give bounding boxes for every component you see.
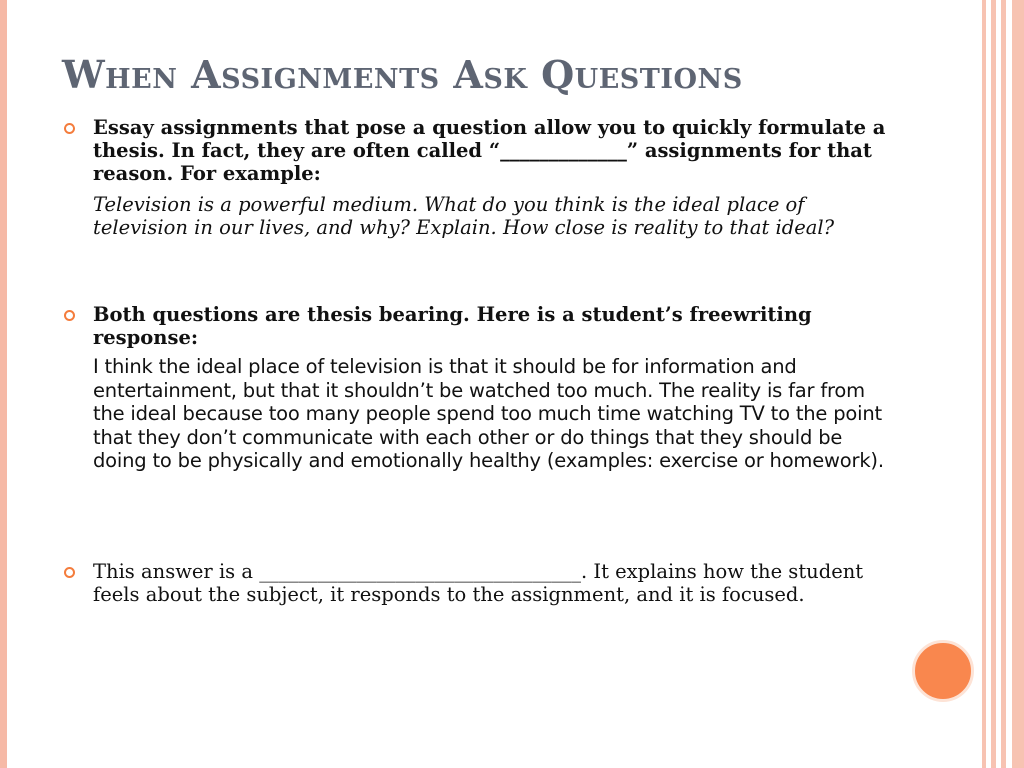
bullet-3-text: This answer is a _________________________________. It explains how the student feels about the subject, it responds to the assignment, and it is focused. bbox=[93, 560, 864, 606]
example-prompt: Television is a powerful medium. What do you think is the ideal place of television in our lives, and why? Explain. How close is reality to that ideal? bbox=[93, 193, 835, 239]
left-border-decoration bbox=[0, 0, 7, 768]
student-freewriting-response: I think the ideal place of television is that it should be for information and entertainment, but that it shouldn’t be watched too much. The reality is far from the ideal because too many people spend too much time watching TV to the point that they don’t communicate with each other or do things that they should be doing to be physically and emotionally healthy (examples: exercise or homework). bbox=[93, 355, 884, 472]
right-stripes-decoration bbox=[982, 0, 1024, 768]
bullet-ring-icon bbox=[62, 306, 86, 330]
slide-title: When Assignments Ask Questions bbox=[62, 52, 743, 97]
bullet-2-text: Both questions are thesis bearing. Here is a student’s freewriting response: bbox=[93, 303, 812, 349]
orange-circle-decoration bbox=[912, 640, 974, 702]
stripe bbox=[982, 0, 986, 768]
stripe bbox=[991, 0, 996, 768]
bullet-ring-icon bbox=[62, 119, 86, 143]
bullet-ring-icon bbox=[62, 563, 86, 587]
stripe bbox=[1001, 0, 1006, 768]
bullet-1-text: Essay assignments that pose a question allow you to quickly formulate a thesis. In fact, they are often called “_____________” assignments for that reason. For example: bbox=[93, 116, 886, 185]
stripe bbox=[1012, 0, 1024, 768]
